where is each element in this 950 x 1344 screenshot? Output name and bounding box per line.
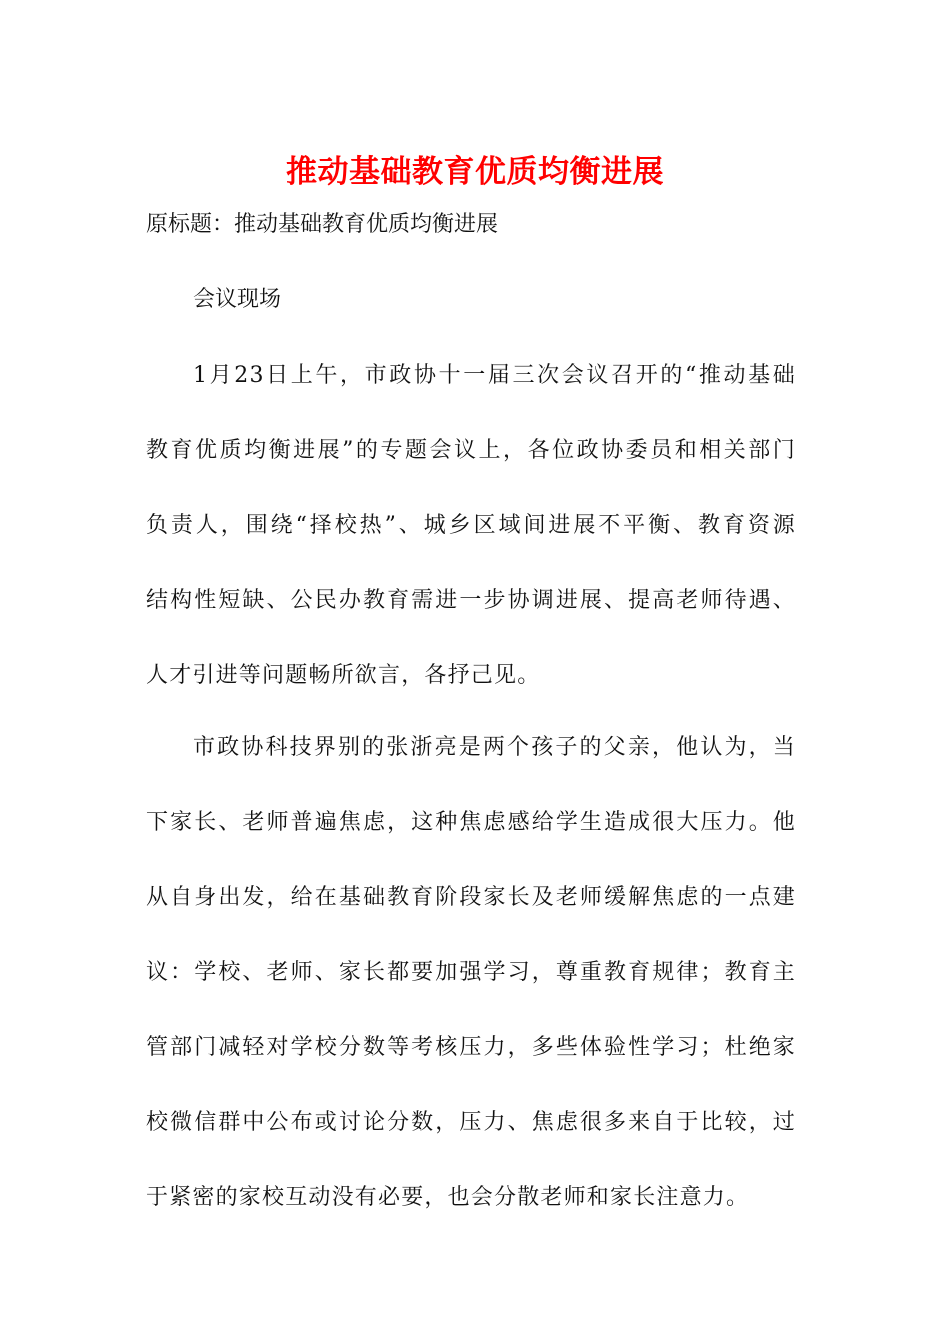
paragraph-line: 负责人，围绕“择校热”、城乡区域间进展不平衡、教育资源 [146, 513, 796, 538]
photo-caption: 会议现场 [193, 287, 282, 312]
paragraph-line: 人才引进等问题畅所欲言，各抒己见。 [146, 663, 541, 688]
paragraph-line: 于紧密的家校互动没有必要，也会分散老师和家长注意力。 [146, 1185, 750, 1210]
paragraph-line: 议：学校、老师、家长都要加强学习，尊重教育规律；教育主 [146, 960, 796, 985]
document-title: 推动基础教育优质均衡进展 [286, 154, 664, 190]
paragraph-meeting-overview [146, 358, 796, 733]
paragraph-line: 教育优质均衡进展”的专题会议上，各位政协委员和相关部门 [146, 438, 796, 463]
paragraph-line: 市政协科技界别的张浙亮是两个孩子的父亲，他认为，当 [193, 735, 796, 760]
paragraph-line: 从自身出发，给在基础教育阶段家长及老师缓解焦虑的一点建 [146, 885, 796, 910]
paragraph-member-suggestion [146, 730, 796, 1255]
paragraph-line: 校微信群中公布或讨论分数，压力、焦虑很多来自于比较，过 [146, 1110, 796, 1135]
original-title-line: 原标题：推动基础教育优质均衡进展 [146, 212, 499, 237]
paragraph-line: 管部门减轻对学校分数等考核压力，多些体验性学习；杜绝家 [146, 1035, 796, 1060]
paragraph-line: 下家长、老师普遍焦虑，这种焦虑感给学生造成很大压力。他 [146, 810, 796, 835]
paragraph-line: 结构性短缺、公民办教育需进一步协调进展、提高老师待遇、 [146, 588, 796, 613]
paragraph-line: 1月23日上午，市政协十一届三次会议召开的“推动基础 [193, 363, 796, 388]
